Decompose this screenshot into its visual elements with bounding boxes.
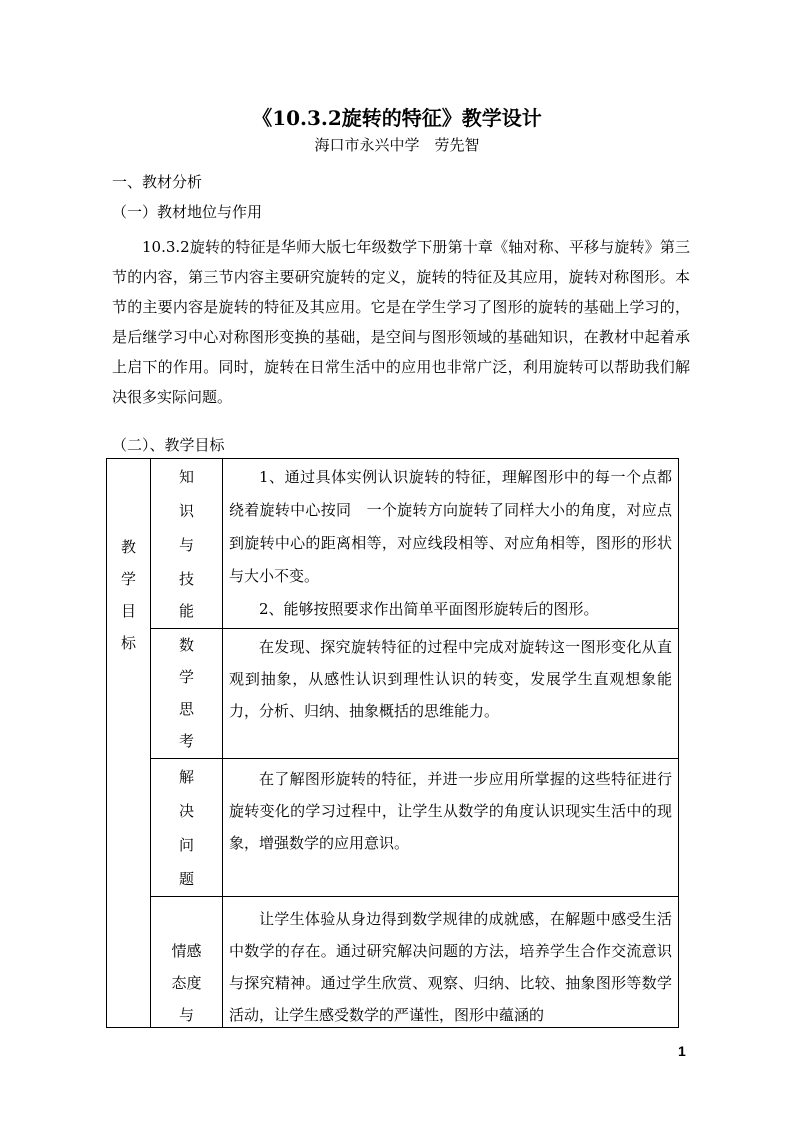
document-title: 《10.3.2旋转的特征》教学设计 (252, 106, 542, 130)
content-text: 1、通过具体实例认识旋转的特征，理解图形中的每一个点都绕着旋转中心按同 一个旋转方向旋转了同样大小的角度，对应点到旋转中心的距离相等，对应线段相等、对应角相等，图形的形状与大小不变。 (229, 468, 672, 585)
row-content-cell (223, 459, 679, 629)
label-char: 解 (178, 768, 194, 786)
label-char: 与 (178, 1006, 194, 1024)
label-char: 题 (178, 870, 194, 888)
row-label-cell (151, 629, 223, 759)
row-content-cell (223, 629, 679, 759)
section-heading: 一、教材分析 (112, 173, 203, 191)
label-char: 情感 (171, 942, 202, 960)
author-line: 海口市永兴中学 劳先智 (314, 136, 480, 154)
group-char: 学 (120, 570, 136, 588)
label-char: 能 (178, 602, 194, 620)
group-char: 教 (120, 538, 136, 556)
label-char: 技 (178, 570, 194, 588)
content-text: 2、能够按照要求作出简单平面图形旋转后的图形。 (259, 600, 599, 618)
body-paragraph (112, 232, 690, 412)
content-text: 在发现、探究旋转特征的过程中完成对旋转这一图形变化从直观到抽象，从感性认识到理性认识的转变，发展学生直观想象能力，分析、归纳、抽象概括的思维能力。 (229, 638, 672, 720)
label-char: 数 (178, 636, 194, 654)
group-char: 目 (120, 602, 136, 620)
label-char: 知 (178, 468, 194, 486)
row-content (229, 763, 672, 859)
content-text: 在了解图形旋转的特征，并进一步应用所掌握的这些特征进行旋转变化的学习过程中，让学生从数学的角度认识现实生活中的现象，增强数学的应用意识。 (229, 770, 672, 852)
label-char: 决 (178, 802, 194, 820)
group-char: 标 (120, 634, 136, 652)
row-content-cell (223, 897, 679, 1028)
row-content (229, 631, 672, 727)
label-char: 与 (178, 536, 194, 554)
label-char: 识 (178, 502, 194, 520)
row-content (229, 903, 672, 1031)
goals-table (106, 458, 679, 1028)
label-char: 态度 (171, 974, 202, 992)
page-number: 1 (678, 1043, 686, 1059)
table-group-cell (107, 459, 151, 1028)
label-char: 学 (178, 668, 194, 686)
row-label-cell (151, 897, 223, 1028)
label-char: 问 (178, 836, 194, 854)
subsection-heading-goals: （二）、教学目标 (112, 436, 225, 454)
content-text: 让学生体验从身边得到数学规律的成就感，在解题中感受生活中数学的存在。通过研究解决问题的方法，培养学生合作交流意识与探究精神。通过学生欣赏、观察、归纳、比较、抽象图形等数学活动，让学生感受数学的严谨性，图形中蕴涵的 (229, 910, 672, 1024)
subsection-heading: （一）教材地位与作用 (112, 203, 263, 221)
label-char: 考 (178, 732, 194, 750)
paragraph-text: 10.3.2旋转的特征是华师大版七年级数学下册第十章《轴对称、平移与旋转》第三节的内容，第三节内容主要研究旋转的定义，旋转的特征及其应用，旋转对称图形。本节的主要内容是旋转的特征及其应用。它是在学生学习了图形的旋转的基础上学习的，是后继学习中心对称图形变换的基础，是空间与图形领域的基础知识，在教材中起着承上启下的作用。同时，旋转在日常生活中的应用也非常广泛，利用旋转可以帮助我们解决很多实际问题。 (112, 238, 690, 406)
row-label-cell (151, 759, 223, 897)
label-char: 思 (178, 700, 194, 718)
row-content (229, 461, 672, 626)
row-content-cell (223, 759, 679, 897)
row-label-cell (151, 459, 223, 629)
